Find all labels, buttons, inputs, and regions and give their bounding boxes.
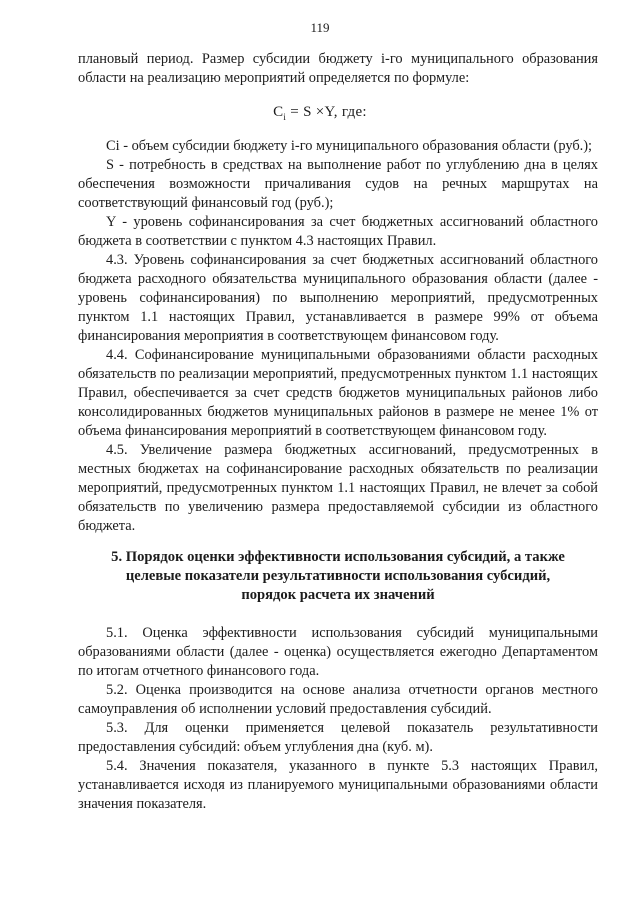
- definition-s: S - потребность в средствах на выполнение работ по углублению дна в целях обеспечения возможности причаливания судов на речных маршрутах на соответствующий финансовый год (руб.);: [78, 157, 598, 211]
- paragraph-4-4: 4.4. Софинансирование муниципальными образованиями области расходных обязательств по реализации мероприятий, предусмотренных пунктом 1.1 настоящих Правил, обеспечивается за счет средств бюджетов муниципальных районов либо консолидированных бюджетов муниципальных районов в размере не менее 1% от объема финансирования мероприятий в соответствующем финансовом году.: [78, 347, 598, 439]
- paragraph-5-4: 5.4. Значения показателя, указанного в пункте 5.3 настоящих Правил, устанавливается исходя из планируемого муниципальными образованиями области значения показателя.: [78, 758, 598, 812]
- intro-block: [78, 50, 598, 88]
- section-5-heading: [78, 548, 598, 605]
- paragraph-4-5: 4.5. Увеличение размера бюджетных ассигнований, предусмотренных в местных бюджетах на софинансирование расходных обязательств по реализации мероприятий, предусмотренных пунктом 1.1 настоящих Правил, не влечет за собой обязательств по увеличению размера предоставляемой субсидии из областного бюджета.: [78, 442, 598, 534]
- definition-ci: Ci - объем субсидии бюджету i-го муниципального образования области (руб.);: [106, 138, 593, 154]
- paragraph-4-3: 4.3. Уровень софинансирования за счет бюджетных ассигнований областного бюджета расходного обязательства муниципального образования области (далее - уровень софинансирования) по выполнению мероприятий, предусмотренных пунктом 1.1 настоящих Правил, устанавливается в размере 99% от объема финансирования мероприятия в соответствующем финансовом году.: [78, 252, 598, 344]
- formula-lhs: C: [273, 104, 284, 120]
- section-4-block: [78, 137, 598, 536]
- section-5-block: [78, 624, 598, 814]
- formula-rhs: = S ×Y, где:: [286, 104, 367, 120]
- subsidy-formula: [0, 104, 640, 122]
- paragraph-5-1: 5.1. Оценка эффективности использования субсидий муниципальными образованиями области (далее - оценка) осуществляется ежегодно Департаментом по итогам отчетного финансового года.: [78, 625, 598, 679]
- section-5-heading-line-2: целевые показатели результативности использования субсидий,: [125, 568, 551, 584]
- page-number: 119: [310, 20, 330, 35]
- section-5-heading-line-3: порядок расчета их значений: [241, 587, 435, 603]
- paragraph-5-2: 5.2. Оценка производится на основе анализа отчетности органов местного самоуправления об исполнении условий предоставления субсидий.: [78, 682, 598, 717]
- paragraph-5-3: 5.3. Для оценки применяется целевой показатель результативности предоставления субсидий: объем углубления дна (куб. м).: [78, 720, 598, 755]
- definition-y: Y - уровень софинансирования за счет бюджетных ассигнований областного бюджета в соответствии с пунктом 4.3 настоящих Правил.: [78, 214, 598, 249]
- formula-subscript: i: [283, 112, 287, 122]
- section-5-heading-line-1: 5. Порядок оценки эффективности использования субсидий, а также: [111, 549, 565, 565]
- intro-paragraph: плановый период. Размер субсидии бюджету i-го муниципального образования области на реализацию мероприятий определяется по формуле:: [78, 51, 598, 86]
